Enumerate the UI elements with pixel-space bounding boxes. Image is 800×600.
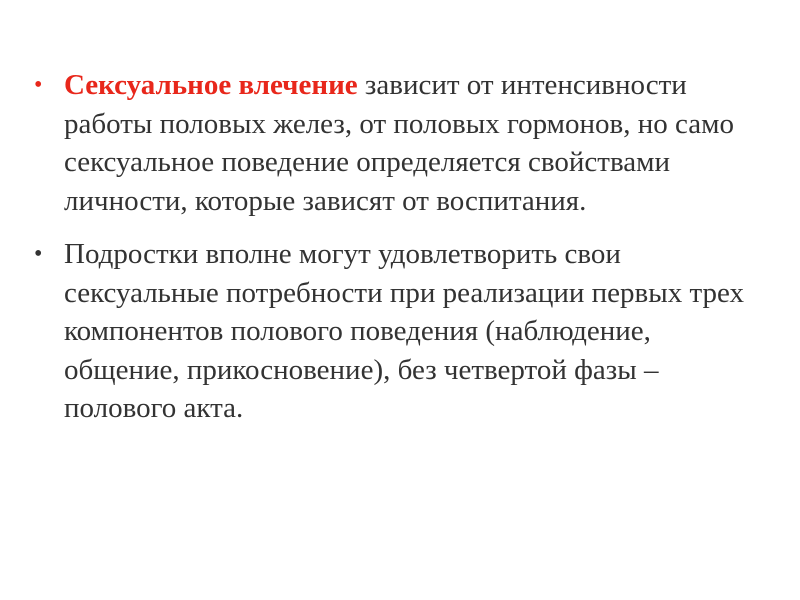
bullet-item-1	[30, 66, 770, 220]
bullet-text: Подростки вполне могут удовлетворить свои сексуальные потребности при реализации первых трех компонентов полового поведения (наблюдение, общение, прикосновение), без четвертой фазы – полового акта.	[64, 238, 744, 424]
bullet-marker: •	[34, 72, 43, 98]
bullet-item-2	[30, 235, 770, 428]
bullet-marker: •	[34, 241, 43, 267]
highlighted-term: Сексуальное влечение	[64, 69, 358, 101]
bullet-text: зависит от интенсивности работы половых желез, от половых гормонов, но само сексуальное поведение определяется свойствами личности, которые зависят от воспитания.	[64, 69, 734, 217]
bullet-list	[30, 66, 770, 428]
